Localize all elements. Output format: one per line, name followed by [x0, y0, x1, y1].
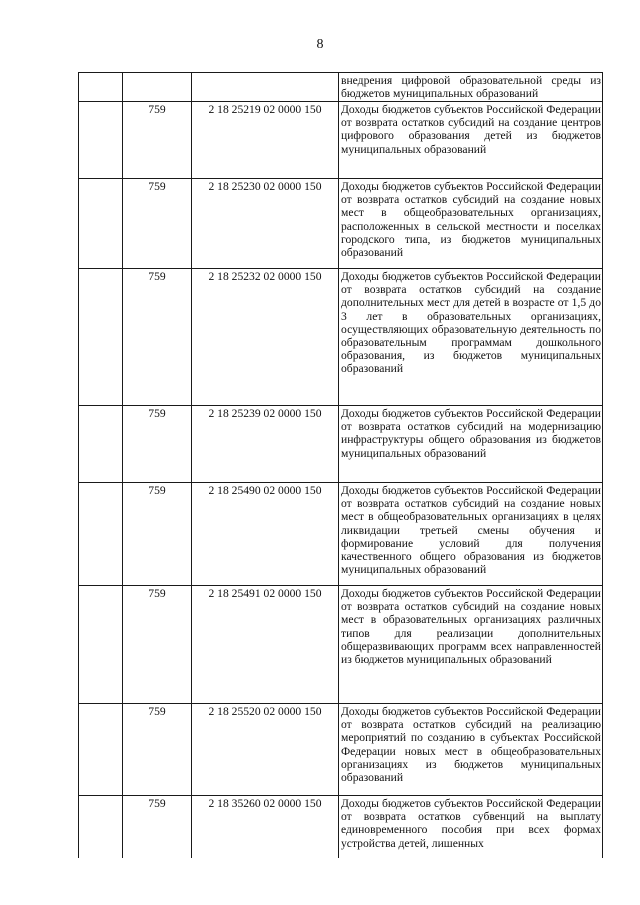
table-row [79, 179, 603, 269]
admin-code-cell: 759 [123, 102, 192, 179]
budget-code-cell: 2 18 25219 02 0000 150 [192, 102, 339, 179]
description-text: Доходы бюджетов субъектов Российской Федерации от возврата остатков субсидий на модернизацию инфраструктуры общего образования из бюджетов муниципальных образований [341, 407, 601, 460]
budget-code-cell: 2 18 25491 02 0000 150 [192, 586, 339, 704]
budget-code-cell: 2 18 25232 02 0000 150 [192, 269, 339, 406]
admin-code-cell: 759 [123, 704, 192, 796]
income-codes-table [78, 72, 603, 858]
table-row [79, 269, 603, 406]
budget-code-cell: 2 18 25490 02 0000 150 [192, 483, 339, 586]
description-text: Доходы бюджетов субъектов Российской Федерации от возврата остатков субсидий на создание центров цифрового образования детей из бюджетов муниципальных образований [341, 103, 601, 156]
description-cell [339, 73, 603, 102]
empty-cell [79, 102, 123, 179]
budget-code-cell: 2 18 25230 02 0000 150 [192, 179, 339, 269]
description-text: Доходы бюджетов субъектов Российской Федерации от возврата остатков субвенций на выплату единовременного пособия при всех формах устройства детей, лишенных [341, 797, 601, 850]
table-row [79, 102, 603, 179]
description-cell [339, 796, 603, 858]
description-text: Доходы бюджетов субъектов Российской Федерации от возврата остатков субсидий на создание новых мест в общеобразовательных организациях в целях ликвидации третьей смены обучения и формирование условий для получения качественного общего образования из бюджетов муниципальных образований [341, 484, 601, 577]
page-number: 8 [316, 37, 324, 52]
table-row [79, 483, 603, 586]
description-cell [339, 179, 603, 269]
description-text: Доходы бюджетов субъектов Российской Федерации от возврата остатков субсидий на реализацию мероприятий по созданию в субъектах Российской Федерации новых мест в общеобразовательных организациях из бюджетов муниципальных образований [341, 705, 601, 785]
empty-cell [79, 704, 123, 796]
description-cell [339, 586, 603, 704]
description-text: Доходы бюджетов субъектов Российской Федерации от возврата остатков субсидий на создание дополнительных мест для детей в возрасте от 1,5 до 3 лет в образовательных организациях, осуществляющих образовательную деятельность по образовательным программам дошкольного образования, из бюджетов муниципальных образований [341, 270, 601, 376]
description-cell [339, 704, 603, 796]
admin-code-cell: 759 [123, 269, 192, 406]
description-cell [339, 269, 603, 406]
admin-code-cell: 759 [123, 179, 192, 269]
table-row [79, 586, 603, 704]
admin-code-cell [123, 73, 192, 102]
admin-code-cell: 759 [123, 586, 192, 704]
empty-cell [79, 796, 123, 858]
description-text: Доходы бюджетов субъектов Российской Федерации от возврата остатков субсидий на создание новых мест в общеобразовательных организациях, расположенных в сельской местности и поселках городского типа, из бюджетов муниципальных образований [341, 180, 601, 260]
table-row [79, 704, 603, 796]
admin-code-cell: 759 [123, 796, 192, 858]
budget-code-cell: 2 18 25239 02 0000 150 [192, 406, 339, 483]
description-text: Доходы бюджетов субъектов Российской Федерации от возврата остатков субсидий на создание новых мест в образовательных организациях различных типов для реализации дополнительных общеразвивающих программ всех направленностей из бюджетов муниципальных образований [341, 587, 601, 667]
description-text: внедрения цифровой образовательной среды из бюджетов муниципальных образований [341, 74, 601, 101]
description-cell [339, 406, 603, 483]
empty-cell [79, 179, 123, 269]
budget-code-cell [192, 73, 339, 102]
table-row [79, 796, 603, 858]
table-row [79, 406, 603, 483]
empty-cell [79, 483, 123, 586]
budget-code-cell: 2 18 35260 02 0000 150 [192, 796, 339, 858]
description-cell [339, 483, 603, 586]
empty-cell [79, 269, 123, 406]
empty-cell [79, 586, 123, 704]
admin-code-cell: 759 [123, 483, 192, 586]
table-row [79, 73, 603, 102]
admin-code-cell: 759 [123, 406, 192, 483]
empty-cell [79, 406, 123, 483]
budget-code-cell: 2 18 25520 02 0000 150 [192, 704, 339, 796]
empty-cell [79, 73, 123, 102]
description-cell [339, 102, 603, 179]
